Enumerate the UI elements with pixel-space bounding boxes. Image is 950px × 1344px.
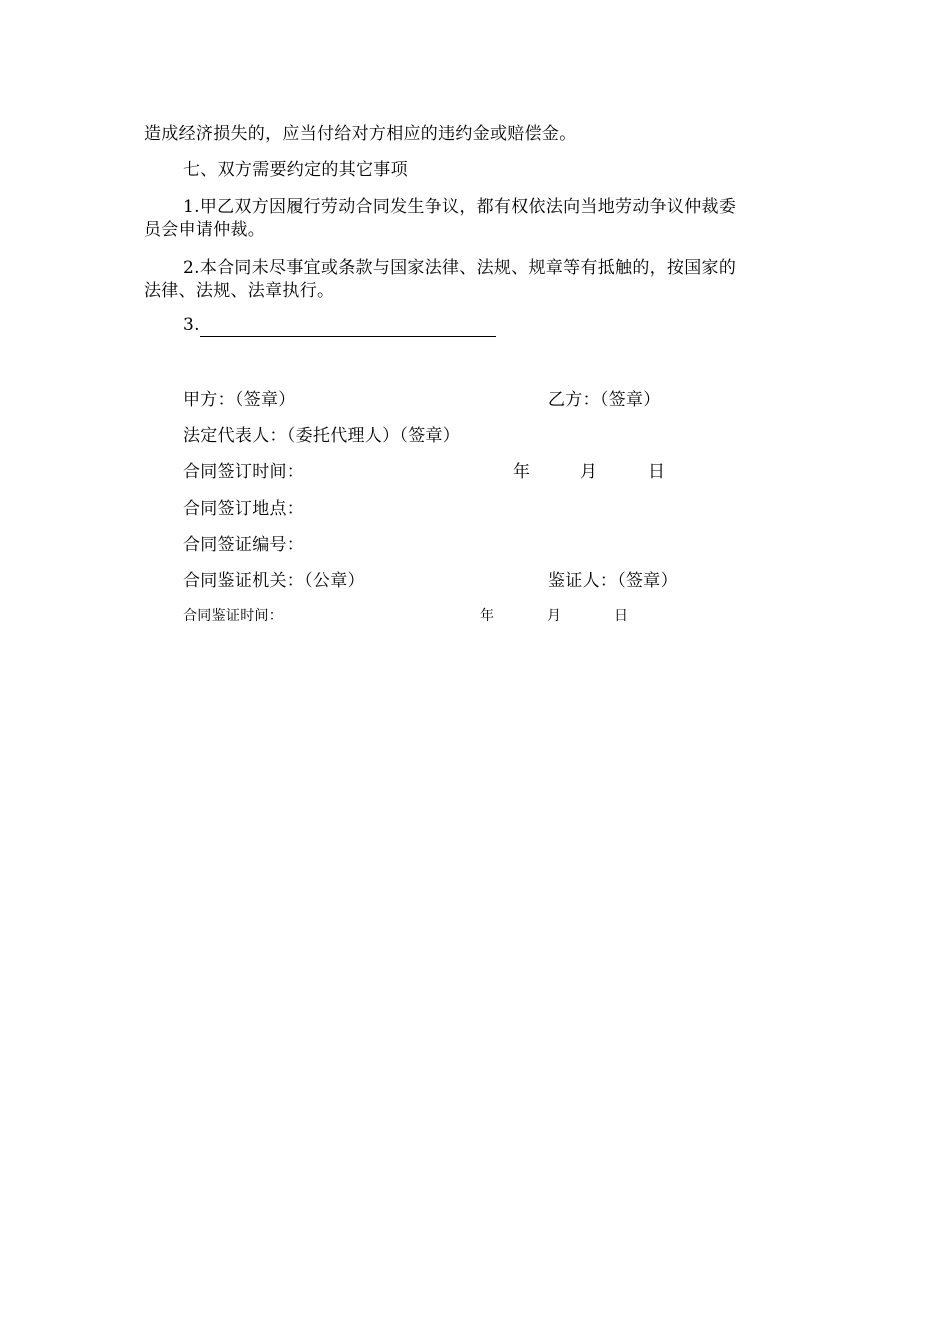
sign-time-label: 合同签订时间：	[183, 462, 305, 482]
party-b-signature: 乙方：（签章）	[548, 390, 661, 410]
sign-month: 月	[580, 462, 598, 482]
item-3-blank-line	[200, 314, 496, 337]
certification-year: 年	[480, 608, 495, 624]
section-heading-other-matters: 七、双方需要约定的其它事项	[183, 160, 408, 180]
certification-time-label: 合同鉴证时间：	[183, 608, 284, 624]
sign-place-label: 合同签订地点：	[183, 499, 305, 519]
item-3	[183, 313, 496, 337]
certification-authority: 合同鉴证机关：（公章）	[183, 571, 365, 591]
certification-number-label: 合同签证编号：	[183, 535, 305, 555]
item-2-line-1: 2.本合同未尽事宜或条款与国家法律、法规、规章等有抵触的，按国家的	[183, 258, 737, 278]
item-1-line-2: 员会申请仲裁。	[144, 220, 266, 240]
paragraph-compensation: 造成经济损失的，应当付给对方相应的违约金或赔偿金。	[144, 124, 577, 144]
item-2-line-2: 法律、法规、法章执行。	[144, 281, 335, 301]
party-a-signature: 甲方：（签章）	[183, 390, 296, 410]
certification-day: 日	[614, 608, 629, 624]
certification-month: 月	[547, 608, 562, 624]
item-3-label: 3.	[183, 315, 200, 335]
certifier-signature: 鉴证人：（签章）	[548, 571, 678, 591]
sign-year: 年	[513, 462, 531, 482]
legal-representative-signature: 法定代表人：（委托代理人）（签章）	[183, 426, 461, 446]
sign-day: 日	[648, 462, 666, 482]
item-1-line-1: 1.甲乙双方因履行劳动合同发生争议，都有权依法向当地劳动争议仲裁委	[183, 197, 737, 217]
